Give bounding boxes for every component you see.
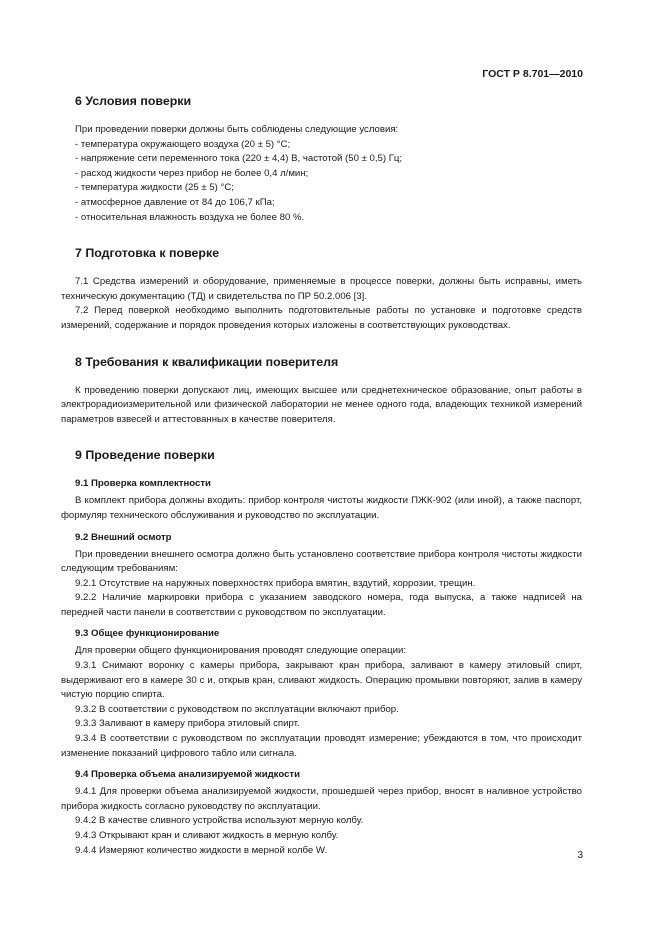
section-8-title: 8 Требования к квалификации поверителя bbox=[75, 354, 339, 369]
paragraph: 9.4.2 В качестве сливного устройства используют мерную колбу. bbox=[75, 815, 364, 827]
subsection-9-2-title: 9.2 Внешний осмотр bbox=[75, 531, 172, 543]
paragraph: В комплект прибора должны входить: прибор контроля чистоты жидкости ПЖК-902 (или иной), а также паспорт, формуляр технического обслуживания и руководство по эксплуатации. bbox=[61, 495, 582, 521]
paragraph: Для проверки общего функционирования проводят следующие операции: bbox=[75, 645, 406, 657]
paragraph: 9.3.3 Заливают в камеру прибора этиловый спирт. bbox=[75, 718, 300, 730]
section-7 bbox=[61, 245, 582, 333]
section-6-title: 6 Условия поверки bbox=[75, 94, 192, 108]
page-number: 3 bbox=[577, 850, 583, 861]
list-item: - относительная влажность воздуха не более 80 %. bbox=[75, 211, 305, 223]
subsection-9-1-title: 9.1 Проверка комплектности bbox=[75, 478, 211, 490]
section-9 bbox=[61, 447, 582, 858]
list-item: - расход жидкости через прибор не более 0,4 л/мин; bbox=[75, 167, 309, 179]
section-8 bbox=[61, 354, 582, 428]
standard-designation: ГОСТ Р 8.701—2010 bbox=[482, 68, 583, 80]
paragraph: 9.3.4 В соответствии с руководством по эксплуатации проводят измерение; убеждаются в том, что происходит изменение показаний цифрового табло или сигнала. bbox=[61, 733, 582, 759]
paragraph: 7.1 Средства измерений и оборудование, применяемые в процессе поверки, должны быть исправны, иметь техническую документацию (ТД) и свидетельства по ПР 50.2.006 [3]. bbox=[61, 276, 582, 302]
section-6-intro: При проведении поверки должны быть соблюдены следующие условия: bbox=[75, 124, 399, 135]
subsection-9-3 bbox=[61, 627, 582, 761]
list-item: - температура жидкости (25 ± 5) °C; bbox=[75, 182, 234, 194]
paragraph: 9.2.1 Отсутствие на наружных поверхностях прибора вмятин, вздутий, коррозии, трещин. bbox=[75, 577, 476, 589]
subsection-9-3-title: 9.3 Общее функционирование bbox=[75, 628, 220, 640]
subsection-9-4-title: 9.4 Проверка объема анализируемой жидкости bbox=[75, 769, 301, 781]
list-item: - температура окружающего воздуха (20 ± 5) °C; bbox=[75, 138, 291, 150]
section-6 bbox=[61, 93, 582, 225]
paragraph: 9.3.1 Снимают воронку с камеры прибора, закрывают кран прибора, заливают в камеру этиловый спирт, выдерживают его в камере 30 с и, открыв кран, сливают жидкость. Операцию промывки повторяют, залив в камеру чистую порцию спирта. bbox=[61, 660, 582, 701]
paragraph: 7.2 Перед поверкой необходимо выполнить подготовительные работы по установке и подготовке средств измерений, содержание и порядок проведения которых изложены в соответствующих руководствах. bbox=[61, 305, 582, 331]
paragraph: 9.4.3 Открывают кран и сливают жидкость в мерную колбу. bbox=[75, 830, 339, 841]
paragraph: 9.4.4 Измеряют количество жидкости в мерной колбе W. bbox=[75, 844, 328, 856]
paragraph: К проведению поверки допускают лиц, имеющих высшее или среднетехническое образование, опыт работы в электрорадиоизмерительной или физической лаборатории не менее одного года, владеющих техникой измерений параметров взвесей и аттестованных в качестве поверителя. bbox=[61, 384, 582, 425]
list-item: - атмосферное давление от 84 до 106,7 кПа; bbox=[75, 196, 275, 208]
section-7-title: 7 Подготовка к поверке bbox=[75, 246, 220, 261]
subsection-9-4 bbox=[61, 768, 582, 858]
paragraph: 9.4.1 Для проверки объема анализируемой жидкости, прошедшей через прибор, вносят в наливное устройство прибора жидкость согласно руководству по эксплуатации. bbox=[61, 786, 582, 812]
subsection-9-2 bbox=[61, 531, 582, 621]
paragraph: При проведении внешнего осмотра должно быть установлено соответствие прибора контроля чистоты жидкости следующим требованиям: bbox=[61, 548, 582, 575]
paragraph: 9.3.2 В соответствии с руководством по эксплуатации включают прибор. bbox=[75, 703, 399, 715]
section-9-title: 9 Проведение поверки bbox=[75, 448, 215, 463]
conditions-list bbox=[61, 138, 582, 226]
document-body bbox=[61, 93, 582, 865]
list-item: - напряжение сети переменного тока (220 ± 4,4) В, частотой (50 ± 0,5) Гц; bbox=[75, 153, 403, 165]
paragraph: 9.2.2 Наличие маркировки прибора с указанием заводского номера, года выпуска, а также надписей на передней части панели в соответствии с руководством по эксплуатации. bbox=[61, 592, 582, 618]
subsection-9-1 bbox=[61, 477, 582, 523]
